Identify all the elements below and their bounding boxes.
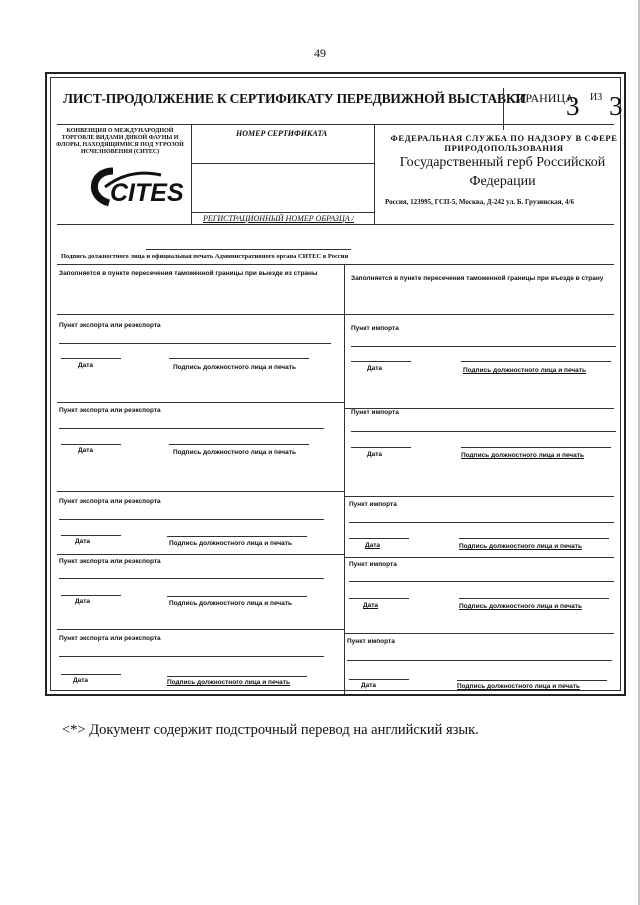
import-point-line: [351, 431, 616, 432]
date-line: [349, 679, 409, 680]
export-point-label: Пункт экспорта или реэкспорта: [59, 407, 161, 414]
export-point-line: [59, 656, 324, 657]
certificate-number-line: [191, 163, 374, 164]
export-point-line: [59, 578, 324, 579]
date-label: Дата: [365, 542, 381, 549]
certificate-form: [45, 72, 626, 696]
page-label: СТРАНИЦА: [510, 91, 574, 105]
signature-line: [457, 680, 607, 681]
signature-label: Подпись должностного лица и печать: [169, 540, 292, 547]
cites-convention-text: КОНВЕНЦИЯ О МЕЖДУНАРОДНОЙ ТОРГОВЛЕ ВИДАМИ ДИКОЙ ФАУНЫ И ФЛОРЫ, НАХОДЯЩИМИСЯ ПОД УГРОЗОЙ ИСЧЕЗНОВЕНИЯ (СИТЕС): [56, 128, 184, 155]
date-line: [61, 595, 121, 596]
authority-address: Россия, 123995, ГСП-5, Москва, Д-242 ул. Б. Грузинская, 4/6: [385, 198, 574, 206]
import-point-label: Пункт импорта: [347, 638, 395, 645]
page-current: 3: [566, 91, 580, 121]
signature-line: [461, 447, 611, 448]
date-line: [349, 598, 409, 599]
import-point-line: [351, 346, 616, 347]
signature-label: Подпись должностного лица и печать: [167, 679, 290, 686]
signature-label: Подпись должностного лица и печать: [459, 603, 582, 610]
signature-line: [459, 598, 609, 599]
page-of-label: ИЗ: [590, 92, 603, 103]
header-bottom-line: [57, 224, 614, 225]
row-separator: [344, 496, 614, 497]
signature-label: Подпись должностного лица и печать: [173, 449, 296, 456]
export-point-label: Пункт экспорта или реэкспорта: [59, 558, 161, 565]
export-point-line: [59, 519, 324, 520]
signature-label: Подпись должностного лица и печать: [463, 367, 586, 374]
date-line: [351, 447, 411, 448]
date-line: [61, 674, 121, 675]
signature-bottom-line: [57, 264, 614, 265]
signature-label: Подпись должностного лица и печать: [461, 452, 584, 459]
import-point-line: [349, 522, 614, 523]
signature-label: Подпись должностного лица и печать: [457, 683, 580, 690]
cites-logo: [83, 165, 184, 214]
date-label: Дата: [73, 677, 89, 684]
official-signature-line: [146, 249, 351, 250]
signature-line: [167, 676, 307, 677]
row-separator: [57, 629, 344, 630]
header-divider-1: [191, 124, 192, 224]
import-point-label: Пункт импорта: [351, 325, 399, 332]
signature-label: Подпись должностного лица и печать: [169, 600, 292, 607]
date-label: Дата: [361, 682, 377, 689]
signature-line: [169, 444, 309, 445]
title-bottom-line: [57, 124, 614, 125]
form-title: ЛИСТ-ПРОДОЛЖЕНИЕ К СЕРТИФИКАТУ ПЕРЕДВИЖНОЙ ВЫСТАВКИ: [63, 91, 526, 106]
certificate-number-label: НОМЕР СЕРТИФИКАТА: [236, 129, 328, 138]
signature-line: [169, 358, 309, 359]
import-point-label: Пункт импорта: [349, 501, 397, 508]
export-point-line: [59, 428, 324, 429]
signature-label: Подпись должностного лица и печать: [459, 543, 582, 550]
export-point-label: Пункт экспорта или реэкспорта: [59, 498, 161, 505]
row-separator: [344, 557, 614, 558]
row-separator: [57, 554, 344, 555]
right-column-header: Заполняется в пункте пересечения таможенной границы при въезде в страну: [351, 275, 604, 282]
page-number: 49: [314, 46, 326, 60]
import-point-line: [349, 581, 614, 582]
signature-line: [167, 536, 307, 537]
cites-logo-text: CITES: [110, 179, 184, 207]
row-separator: [57, 491, 344, 492]
column-divider: [344, 264, 345, 694]
date-line: [349, 538, 409, 539]
page-total: 3: [609, 91, 623, 121]
authority-title: ФЕДЕРАЛЬНАЯ СЛУЖБА ПО НАДЗОРУ В СФЕРЕ ПРИРОДОПОЛЬЗОВАНИЯ: [390, 133, 618, 153]
left-column-header: Заполняется в пункте пересечения таможенной границы при выезде из страны: [59, 270, 318, 277]
date-label: Дата: [75, 598, 91, 605]
date-line: [61, 444, 121, 445]
row-separator: [57, 402, 344, 403]
date-line: [61, 535, 121, 536]
header-divider-2: [374, 124, 375, 224]
row-separator: [344, 633, 614, 634]
signature-label: Подпись должностного лица и печать: [173, 364, 296, 371]
column-header-bottom-line: [57, 314, 614, 315]
signature-line: [461, 361, 611, 362]
export-point-label: Пункт экспорта или реэкспорта: [59, 635, 161, 642]
date-label: Дата: [78, 447, 94, 454]
import-point-label: Пункт импорта: [351, 409, 399, 416]
registration-number-label: РЕГИСТРАЦИОННЫЙ НОМЕР ОБРАЗЦА /: [203, 214, 354, 223]
form-inner-frame: [50, 77, 621, 691]
export-point-line: [59, 343, 331, 344]
date-label: Дата: [78, 362, 94, 369]
import-point-line: [347, 660, 612, 661]
date-line: [351, 361, 411, 362]
signature-line: [459, 538, 609, 539]
official-signature-label: Подпись должностного лица и официальная печать Административного органа СИТЕС в России: [61, 253, 349, 260]
export-point-label: Пункт экспорта или реэкспорта: [59, 322, 161, 329]
date-label: Дата: [367, 451, 383, 458]
import-point-label: Пункт импорта: [349, 561, 397, 568]
signature-line: [167, 596, 307, 597]
date-label: Дата: [363, 602, 379, 609]
registration-line: [191, 212, 374, 213]
date-line: [61, 358, 121, 359]
coat-of-arms-text: Государственный герб Российской Федерации: [399, 155, 606, 189]
footnote: <*> Документ содержит подстрочный перевод на английский язык.: [62, 722, 479, 738]
date-label: Дата: [75, 538, 91, 545]
date-label: Дата: [367, 365, 383, 372]
